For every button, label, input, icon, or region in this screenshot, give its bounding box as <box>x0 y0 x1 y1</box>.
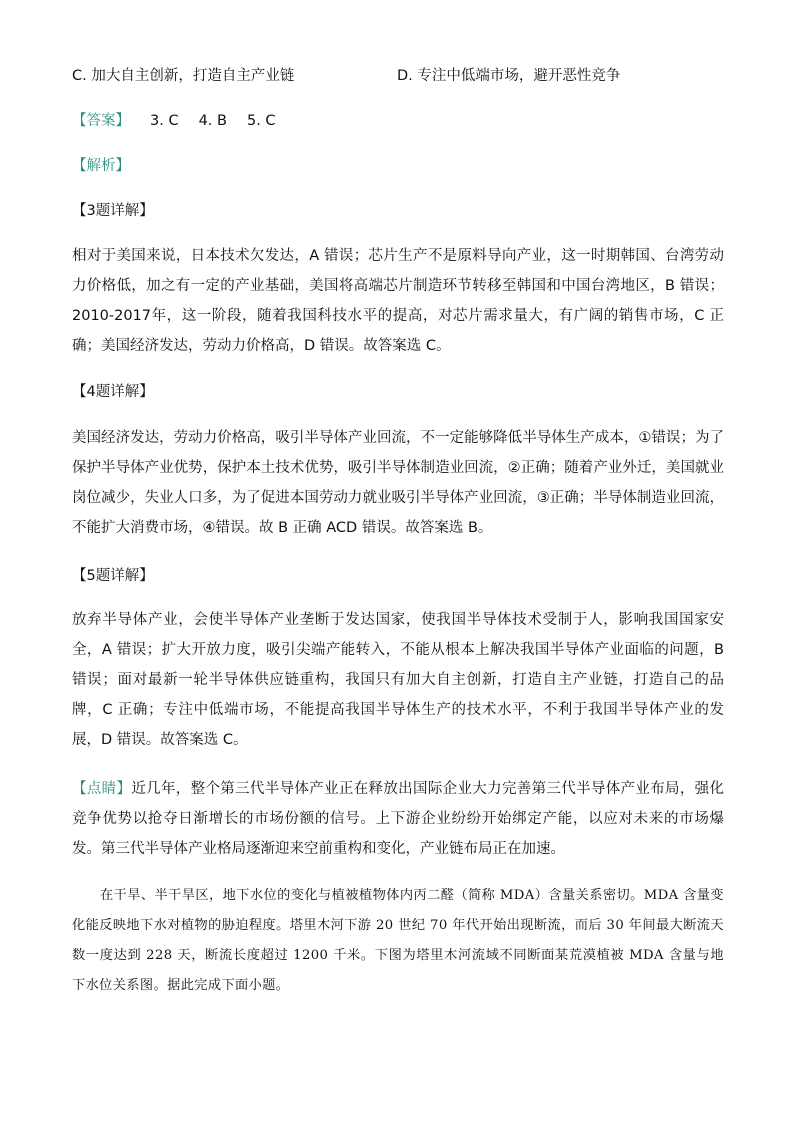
q5-explanation: 放弃半导体产业，会使半导体产业垄断于发达国家，使我国半导体技术受制于人，影响我国国家安全，A 错误；扩大开放力度，吸引尖端产能转入，不能从根本上解决我国半导体产业面临的问题，B 错误；面对最新一轮半导体供应链重构，我国只有加大自主创新，打造自主产业链，打造自己的品牌，C 正确；专注中低端市场，不能提高我国半导体生产的技术水平，不利于我国半导体产业的发展，D 错误。故答案选 C。 <box>72 612 724 748</box>
q4-explanation: 美国经济发达，劳动力价格高，吸引半导体产业回流，不一定能够降低半导体生产成本，①错误；为了保护半导体产业优势，保护本土技术优势，吸引半导体制造业回流，②正确；随着产业外迁，美国就业岗位减少，失业人口多，为了促进本国劳动力就业吸引半导体产业回流，③正确；半导体制造业回流，不能扩大消费市场，④错误。故 B 正确 ACD 错误。故答案选 B。 <box>72 430 724 536</box>
answer-tag: 【答案】 <box>72 113 130 129</box>
comment-paragraph <box>72 774 724 864</box>
q5-tag: 【5题详解】 <box>72 568 154 584</box>
q3-tag: 【3题详解】 <box>72 203 154 219</box>
answer-item: 4. B <box>198 113 227 129</box>
option-line <box>72 66 621 86</box>
answer-item: 5. C <box>246 113 276 129</box>
q3-explanation: 相对于美国来说，日本技术欠发达，A 错误；芯片生产不是原料导向产业，这一时期韩国、台湾劳动力价格低，加之有一定的产业基础，美国将高端芯片制造环节转移至韩国和中国台湾地区，B 错误；2010-2017年，这一阶段，随着我国科技水平的提高，对芯片需求量大，有广阔的销售市场，C 正确；美国经济发达，劳动力价格高，D 错误。故答案选 C。 <box>72 248 724 354</box>
comment-text: 近几年，整个第三代半导体产业正在释放出国际企业大力完善第三代半导体产业布局，强化竞争优势以抢夺日渐增长的市场份额的信号。上下游企业纷纷开始绑定产能，以应对未来的市场爆发。第三代半导体产业格局逐渐迎来空前重构和变化，产业链布局正在加速。 <box>72 781 725 857</box>
option-d: D. 专注中低端市场，避开恶性竞争 <box>397 68 621 84</box>
option-c: C. 加大自主创新，打造自主产业链 <box>72 68 295 84</box>
question-stem: 在干旱、半干旱区，地下水位的变化与植被植物体内丙二醛（简称 MDA）含量关系密切。MDA 含量变化能反映地下水对植物的胁迫程度。塔里木河下游 20 世纪 70 年代开始出现断流，而后 30 年间最大断流天数一度达到 228 天，断流长度超过 1200 千米。下图为塔里木河流域不同断面某荒漠植被 MDA 含量与地下水位关系图。据此完成下面小题。 <box>72 888 724 993</box>
analysis-tag: 【解析】 <box>72 158 130 174</box>
answer-line <box>72 111 276 131</box>
q4-tag: 【4题详解】 <box>72 384 154 400</box>
answer-item: 3. C <box>150 113 179 129</box>
comment-tag: 【点睛】 <box>72 781 132 797</box>
